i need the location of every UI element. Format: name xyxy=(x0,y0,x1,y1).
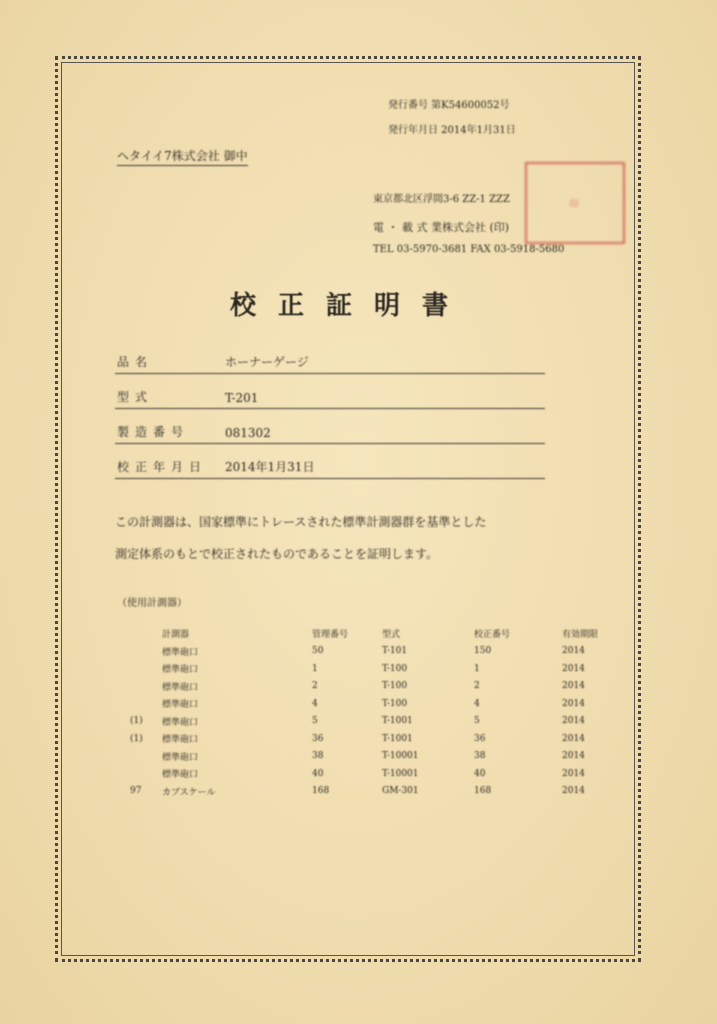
table-cell xyxy=(130,643,162,661)
table-cell xyxy=(130,748,162,766)
table-row xyxy=(130,660,610,678)
field-model xyxy=(115,386,545,409)
table-cell: 標準砲口 xyxy=(162,717,199,728)
table-cell: T-100 xyxy=(382,698,408,709)
table-cell: 168 xyxy=(312,786,330,797)
table-cell: 38 xyxy=(474,751,486,762)
field-label: 製造番号 xyxy=(117,425,190,439)
table-cell: 2014 xyxy=(562,716,585,727)
table-cell: 4 xyxy=(474,698,480,709)
table-row xyxy=(130,643,610,661)
field-value: ホーナーゲージ xyxy=(225,355,309,369)
table-header-row xyxy=(130,625,610,643)
table-row xyxy=(130,783,610,801)
table-cell: 2014 xyxy=(562,786,585,797)
table-cell: T-100 xyxy=(382,663,408,674)
table-cell: 5 xyxy=(474,716,480,727)
table-row xyxy=(130,765,610,783)
field-serial xyxy=(115,421,545,444)
table-cell: (1) xyxy=(130,716,143,727)
table-cell: 168 xyxy=(474,786,492,797)
recipient: ヘタイイ7株式会社 御中 xyxy=(117,147,248,166)
field-label: 型式 xyxy=(117,390,154,404)
table-cell: 2 xyxy=(474,681,480,692)
table-row xyxy=(130,713,610,731)
issue-date: 発行年月日 2014年1月31日 xyxy=(388,125,516,136)
table-cell xyxy=(130,660,162,678)
table-cell: 2014 xyxy=(562,681,585,692)
table-cell: 標準砲口 xyxy=(162,700,199,711)
table-cell: (1) xyxy=(130,733,143,744)
instruments-section-label: （使用計測器） xyxy=(117,598,187,609)
table-header-cell: 型式 xyxy=(382,630,401,641)
table-cell xyxy=(130,678,162,696)
seal-text: 印 xyxy=(569,199,581,210)
issuer-phone: TEL 03-5970-3681 FAX 03-5918-5680 xyxy=(373,244,565,255)
table-header-cell xyxy=(130,625,162,643)
table-cell: 5 xyxy=(312,716,318,727)
instruments-table xyxy=(130,625,610,800)
table-cell: 4 xyxy=(312,698,318,709)
table-cell: T-1001 xyxy=(382,716,413,727)
table-cell: 標準砲口 xyxy=(162,770,199,781)
statement-line-2: 測定体系のもとで校正されたものであることを証明します。 xyxy=(115,547,439,561)
table-header-cell: 校正番号 xyxy=(474,630,511,641)
table-cell: 標準砲口 xyxy=(162,682,199,693)
table-header-cell: 有効期限 xyxy=(562,630,599,641)
table-cell: T-10001 xyxy=(382,751,419,762)
table-cell: 36 xyxy=(474,733,486,744)
table-cell: T-1001 xyxy=(382,733,413,744)
table-cell: 2 xyxy=(312,681,318,692)
table-cell: 40 xyxy=(474,768,486,779)
table-row xyxy=(130,695,610,713)
issuer-address: 東京都北区浮間3-6 ZZ-1 ZZZ xyxy=(373,194,510,205)
table-row xyxy=(130,748,610,766)
table-cell: 標準砲口 xyxy=(162,647,199,658)
table-header-cell: 計測器 xyxy=(162,630,190,641)
table-cell: 2014 xyxy=(562,733,585,744)
table-header-cell: 管理番号 xyxy=(312,630,349,641)
statement-line-1: この計測器は、国家標準にトレースされた標準計測器群を基準とした xyxy=(115,515,487,529)
table-cell: カブスケール xyxy=(162,787,216,798)
field-value: 2014年1月31日 xyxy=(225,460,315,474)
table-cell: T-101 xyxy=(382,646,408,657)
table-cell: 1 xyxy=(312,663,318,674)
table-row xyxy=(130,678,610,696)
issuer-company: 電 ・ 載 式 業株式会社 (印) xyxy=(373,221,510,234)
table-cell: 1 xyxy=(474,663,480,674)
table-cell: 2014 xyxy=(562,698,585,709)
company-seal-stamp xyxy=(525,162,625,244)
table-cell: T-10001 xyxy=(382,768,419,779)
field-value: T-201 xyxy=(225,391,259,405)
field-value: 081302 xyxy=(225,426,271,440)
table-cell: 標準砲口 xyxy=(162,735,199,746)
table-cell: 36 xyxy=(312,733,324,744)
table-cell: 標準砲口 xyxy=(162,665,199,676)
table-cell: 2014 xyxy=(562,768,585,779)
table-cell: 38 xyxy=(312,751,324,762)
field-calibration-date xyxy=(115,456,545,479)
table-cell: 2014 xyxy=(562,646,585,657)
table-cell: 2014 xyxy=(562,751,585,762)
table-cell: GM-301 xyxy=(382,786,419,797)
field-product-name xyxy=(115,351,545,374)
table-cell xyxy=(130,765,162,783)
table-cell: 50 xyxy=(312,646,324,657)
table-cell: 97 xyxy=(130,786,142,797)
field-label: 品名 xyxy=(117,355,154,369)
table-cell: 標準砲口 xyxy=(162,752,199,763)
issue-number: 発行番号 第K54600052号 xyxy=(388,100,510,111)
document-title: 校正証明書 xyxy=(229,291,470,321)
table-cell: 2014 xyxy=(562,663,585,674)
table-cell: 150 xyxy=(474,646,492,657)
table-row xyxy=(130,730,610,748)
field-label: 校正年月日 xyxy=(117,460,208,474)
table-cell xyxy=(130,695,162,713)
table-cell: T-100 xyxy=(382,681,408,692)
table-cell: 40 xyxy=(312,768,324,779)
